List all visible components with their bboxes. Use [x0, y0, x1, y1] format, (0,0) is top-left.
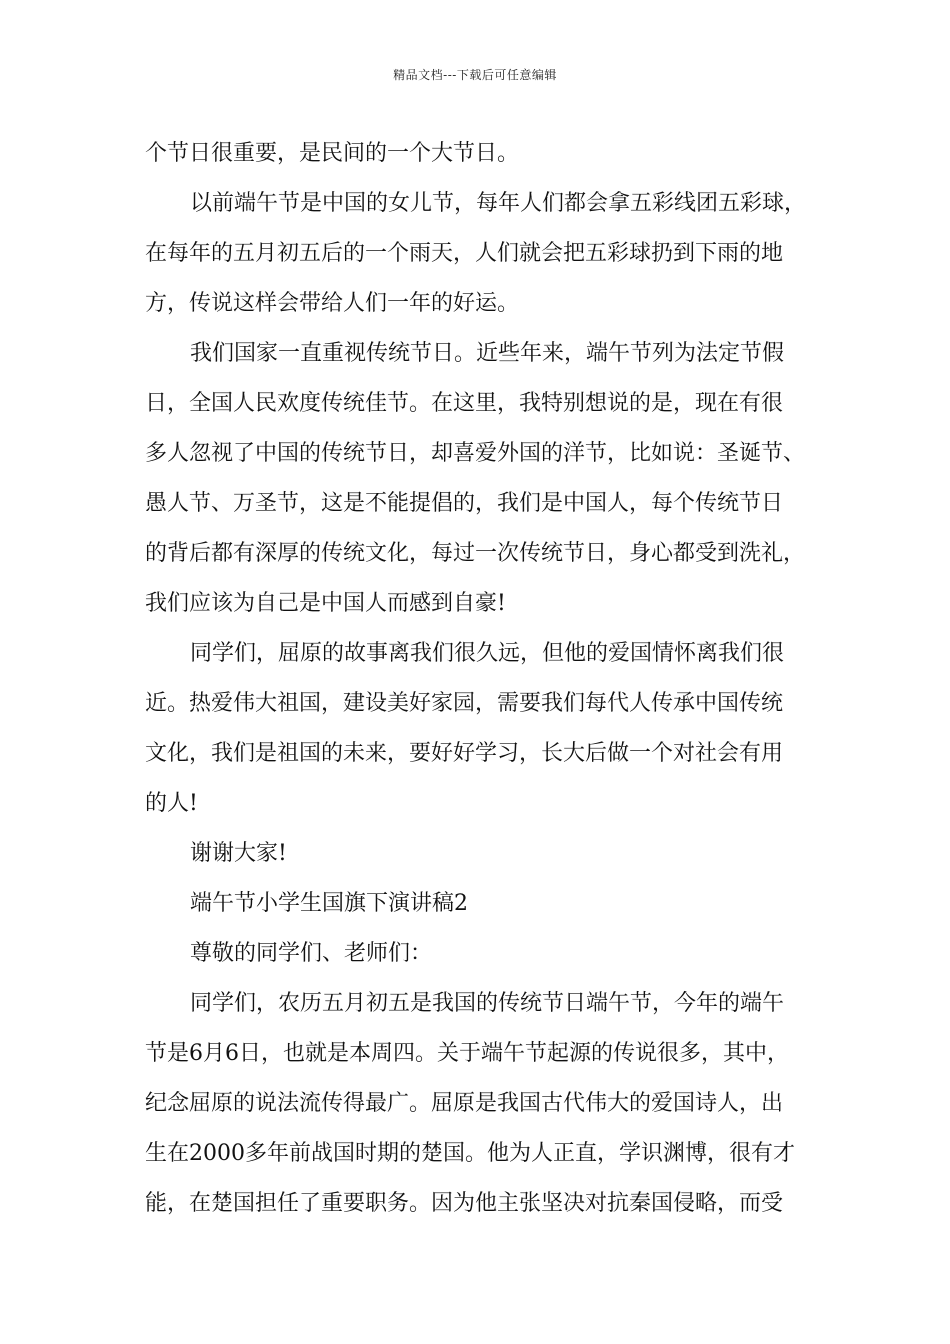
text-line: 的人!: [145, 791, 198, 816]
page-header: 精品文档---下载后可任意编辑: [393, 68, 557, 82]
text-line: 方，传说这样会带给人们一年的好运。: [145, 291, 520, 316]
text-line: 个节日很重要，是民间的一个大节日。: [145, 141, 520, 166]
text-line: 多人忽视了中国的传统节日，却喜爱外国的洋节，比如说：圣诞节、: [145, 441, 806, 466]
text-line: 谢谢大家!: [190, 841, 287, 866]
section-title: 端午节小学生国旗下演讲稿2: [190, 891, 468, 916]
text-line: 节是6月6日，也就是本周四。关于端午节起源的传说很多，其中，: [145, 1041, 789, 1066]
text-line: 生在2000多年前战国时期的楚国。他为人正直，学识渊博，很有才: [145, 1141, 795, 1166]
text-line: 文化，我们是祖国的未来，要好好学习，长大后做一个对社会有用: [145, 741, 784, 766]
document-body: [145, 129, 827, 1229]
text-line: 我们应该为自己是中国人而感到自豪!: [145, 591, 506, 616]
text-line: 在每年的五月初五后的一个雨天，人们就会把五彩球扔到下雨的地: [145, 241, 784, 266]
text-line: 以前端午节是中国的女儿节，每年人们都会拿五彩线团五彩球，: [190, 191, 807, 216]
text-line: 日，全国人民欢度传统佳节。在这里，我特别想说的是，现在有很: [145, 391, 784, 416]
text-line: 同学们，农历五月初五是我国的传统节日端午节，今年的端午: [190, 991, 785, 1016]
text-line: 愚人节、万圣节，这是不能提倡的，我们是中国人，每个传统节日: [145, 491, 784, 516]
text-line: 能，在楚国担任了重要职务。因为他主张坚决对抗秦国侵略，而受: [145, 1191, 784, 1216]
text-line: 的背后都有深厚的传统文化，每过一次传统节日，身心都受到洗礼，: [145, 541, 806, 566]
text-line: 纪念屈原的说法流传得最广。屈原是我国古代伟大的爱国诗人，出: [145, 1091, 784, 1116]
salutation: 尊敬的同学们、老师们：: [190, 941, 433, 966]
text-line: 我们国家一直重视传统节日。近些年来，端午节列为法定节假: [190, 341, 785, 366]
text-line: 同学们，屈原的故事离我们很久远，但他的爱国情怀离我们很: [190, 641, 785, 666]
text-line: 近。热爱伟大祖国，建设美好家园，需要我们每代人传承中国传统: [145, 691, 784, 716]
